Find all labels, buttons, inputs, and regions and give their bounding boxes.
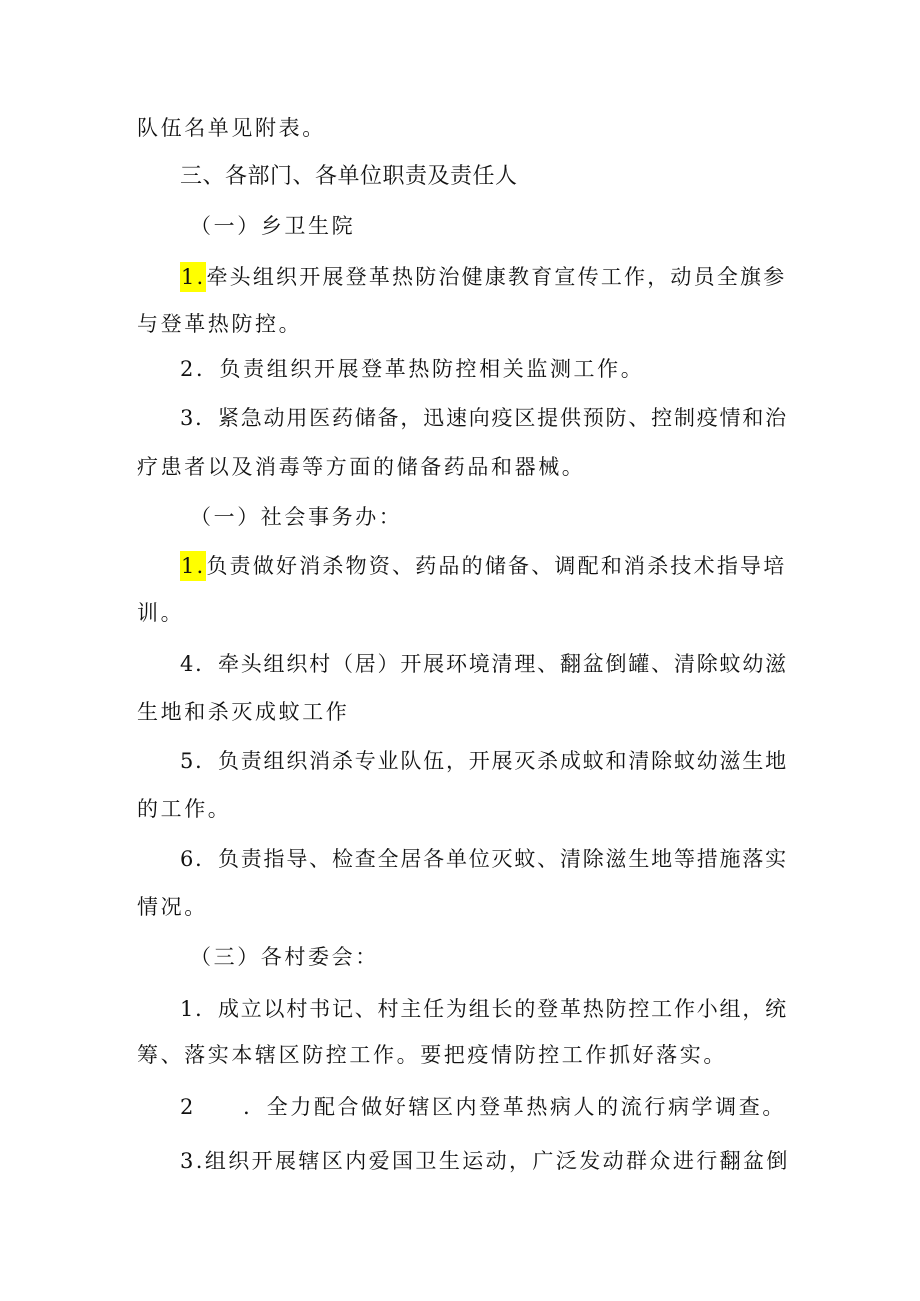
list-item	[180, 403, 788, 433]
paragraph-line	[137, 309, 302, 339]
line-text: 2 ．全力配合做好辖区内登革热病人的流行病学调查。	[180, 1095, 786, 1119]
list-item	[180, 844, 788, 874]
list-item	[180, 354, 644, 384]
highlighted-number: 1.	[180, 262, 206, 292]
line-text: 队伍名单见附表。	[137, 116, 326, 140]
list-item	[180, 649, 788, 679]
paragraph-line	[137, 598, 184, 628]
line-text: 1．成立以村书记、村主任为组长的登革热防控工作小组，统	[180, 997, 788, 1021]
subsection-heading	[190, 942, 379, 972]
line-text: 牵头组织开展登革热防治健康教育宣传工作，动员全旗参	[206, 265, 787, 289]
subheading-text: （一）乡卫生院	[190, 214, 356, 238]
line-text: 生地和杀灭成蚊工作	[137, 700, 350, 724]
subsection-heading	[190, 502, 402, 532]
paragraph-line	[137, 697, 349, 727]
paragraph-line	[137, 794, 231, 824]
section-heading	[180, 162, 518, 192]
subheading-text: （一）社会事务办：	[190, 505, 403, 529]
list-item	[180, 746, 788, 776]
line-text: 训。	[137, 601, 185, 625]
line-text: 6．负责指导、检查全居各单位灭蚊、清除滋生地等措施落实	[180, 847, 788, 871]
list-item	[180, 262, 786, 292]
list-item	[180, 1146, 790, 1176]
line-text: 情况。	[137, 895, 208, 919]
paragraph-line	[137, 452, 585, 482]
line-text: 负责做好消杀物资、药品的储备、调配和消杀技术指导培	[206, 554, 787, 578]
list-item	[180, 994, 788, 1024]
list-item	[180, 551, 786, 581]
list-item	[180, 1092, 786, 1122]
line-text: 2．负责组织开展登革热防控相关监测工作。	[180, 357, 645, 381]
line-text: 3.组织开展辖区内爱国卫生运动，广泛发动群众进行翻盆倒	[180, 1149, 790, 1173]
heading-text: 三、各部门、各单位职责及责任人	[180, 164, 518, 189]
line-text: 疗患者以及消毒等方面的储备药品和器械。	[137, 455, 586, 479]
paragraph-line	[137, 892, 208, 922]
subsection-heading	[190, 211, 355, 241]
highlighted-number: 1.	[180, 551, 206, 581]
line-text: 4．牵头组织村（居）开展环境清理、翻盆倒罐、清除蚊幼滋	[180, 652, 788, 676]
subheading-text: （三）各村委会：	[190, 945, 379, 969]
line-text: 5．负责组织消杀专业队伍，开展灭杀成蚊和清除蚊幼滋生地	[180, 749, 788, 773]
line-text: 与登革热防控。	[137, 312, 303, 336]
line-text: 的工作。	[137, 797, 232, 821]
line-text: 筹、落实本辖区防控工作。要把疫情防控工作抓好落实。	[137, 1043, 727, 1067]
paragraph-line	[137, 1040, 727, 1070]
line-text: 3．紧急动用医药储备，迅速向疫区提供预防、控制疫情和治	[180, 406, 788, 430]
paragraph-line	[137, 113, 326, 143]
